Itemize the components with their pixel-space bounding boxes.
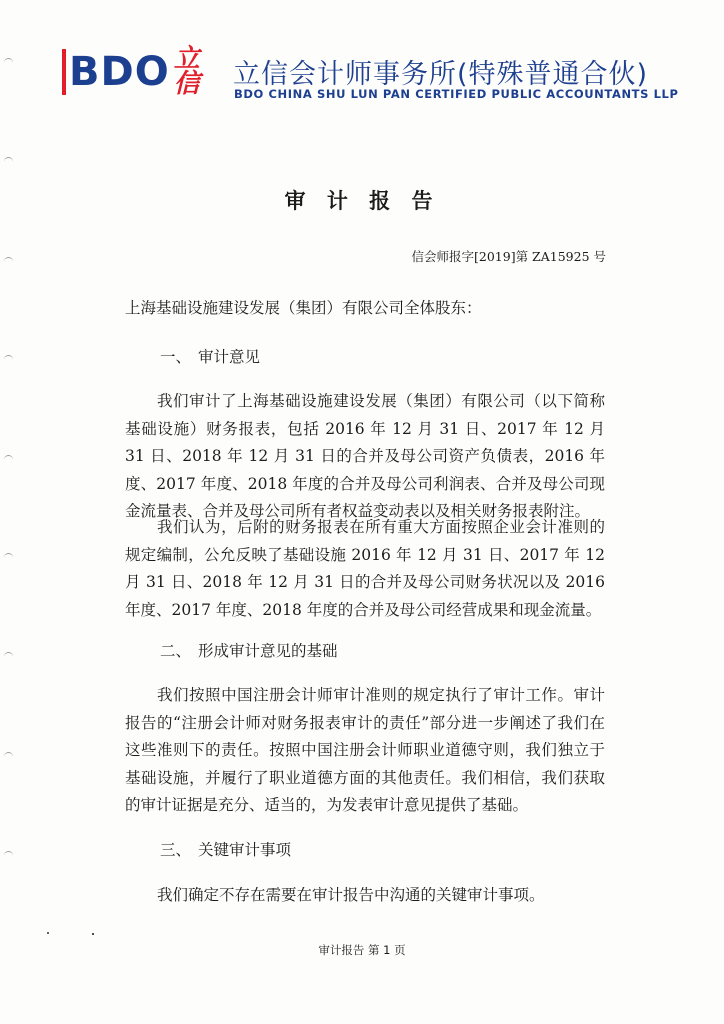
binder-hole-mark bbox=[4, 851, 13, 857]
logo-wordmark: BDO bbox=[69, 49, 170, 95]
paragraph-key-audit-matters: 我们确定不存在需要在审计报告中沟通的关键审计事项。 bbox=[157, 886, 545, 904]
logo-cn-bottom: 信 bbox=[173, 69, 200, 99]
paragraph-basis-for-opinion: 我们按照中国注册会计师审计准则的规定执行了审计工作。审计报告的“注册会计师对财务报表审计的责任”部分进一步阐述了我们在这些准则下的责任。按照中国注册会计师职业道德守则，我们独立于基础设施，并履行了职业道德方面的其他责任。我们相信，我们获取的审计证据是充分、适当的，为发表审计意见提供了基础。 bbox=[125, 686, 605, 814]
scan-speck bbox=[92, 933, 94, 935]
report-title: 审 计 报 告 bbox=[284, 189, 440, 213]
paragraph-audit-scope: 我们审计了上海基础设施建设发展（集团）有限公司（以下简称基础设施）财务报表，包括 2016 年 12 月 31 日、2017 年 12 月 31 日、2018 年 12 月 31 日的合并及母公司资产负债表，2016 年度、2017 年度、2018 年度的合并及母公司利润表、合并及母公司现金流量表、合并及母公司所有者权益变动表以及相关财务报表附注。 bbox=[125, 392, 605, 520]
section-title: 形成审计意见的基础 bbox=[198, 642, 338, 660]
firm-name-chinese: 立信会计师事务所(特殊普通合伙) bbox=[233, 59, 649, 90]
section-heading-basis-for-opinion bbox=[160, 639, 338, 661]
paragraph-audit-opinion: 我们认为，后附的财务报表在所有重大方面按照企业会计准则的规定编制，公允反映了基础设施 2016 年 12 月 31 日、2017 年 12 月 31 日、2018 年 12 月 31 日的合并及母公司财务状况以及 2016 年度、2017 年度、2018 年度的合并及母公司经营成果和现金流量。 bbox=[125, 518, 605, 619]
binder-hole-mark bbox=[4, 652, 13, 658]
binder-hole-mark bbox=[4, 157, 13, 163]
section-number: 一、 bbox=[160, 348, 192, 366]
binder-hole-mark bbox=[4, 455, 13, 461]
section-title: 审计意见 bbox=[198, 348, 261, 366]
section-title: 关键审计事项 bbox=[198, 841, 292, 859]
logo-red-bar bbox=[62, 49, 66, 95]
binder-hole-mark bbox=[4, 58, 13, 64]
addressee: 上海基础设施建设发展（集团）有限公司全体股东： bbox=[125, 299, 482, 317]
section-heading-key-audit-matters bbox=[160, 838, 291, 860]
page-footer: 审计报告 第 1 页 bbox=[318, 943, 406, 957]
binder-hole-mark bbox=[4, 752, 13, 758]
binder-hole-mark bbox=[4, 257, 13, 263]
section-heading-audit-opinion bbox=[160, 345, 260, 367]
section-number: 三、 bbox=[160, 841, 192, 859]
section-number: 二、 bbox=[160, 642, 192, 660]
firm-logo bbox=[62, 44, 200, 100]
logo-chinese-mark bbox=[173, 44, 200, 99]
binder-hole-mark bbox=[4, 355, 13, 361]
logo-cn-top: 立 bbox=[173, 44, 200, 75]
scan-speck bbox=[47, 932, 49, 934]
firm-name-english: BDO CHINA SHU LUN PAN CERTIFIED PUBLIC ACCOUNTANTS LLP bbox=[234, 87, 679, 101]
reference-number: 信会师报字[2019]第 ZA15925 号 bbox=[411, 249, 606, 264]
binder-hole-mark bbox=[4, 553, 13, 559]
